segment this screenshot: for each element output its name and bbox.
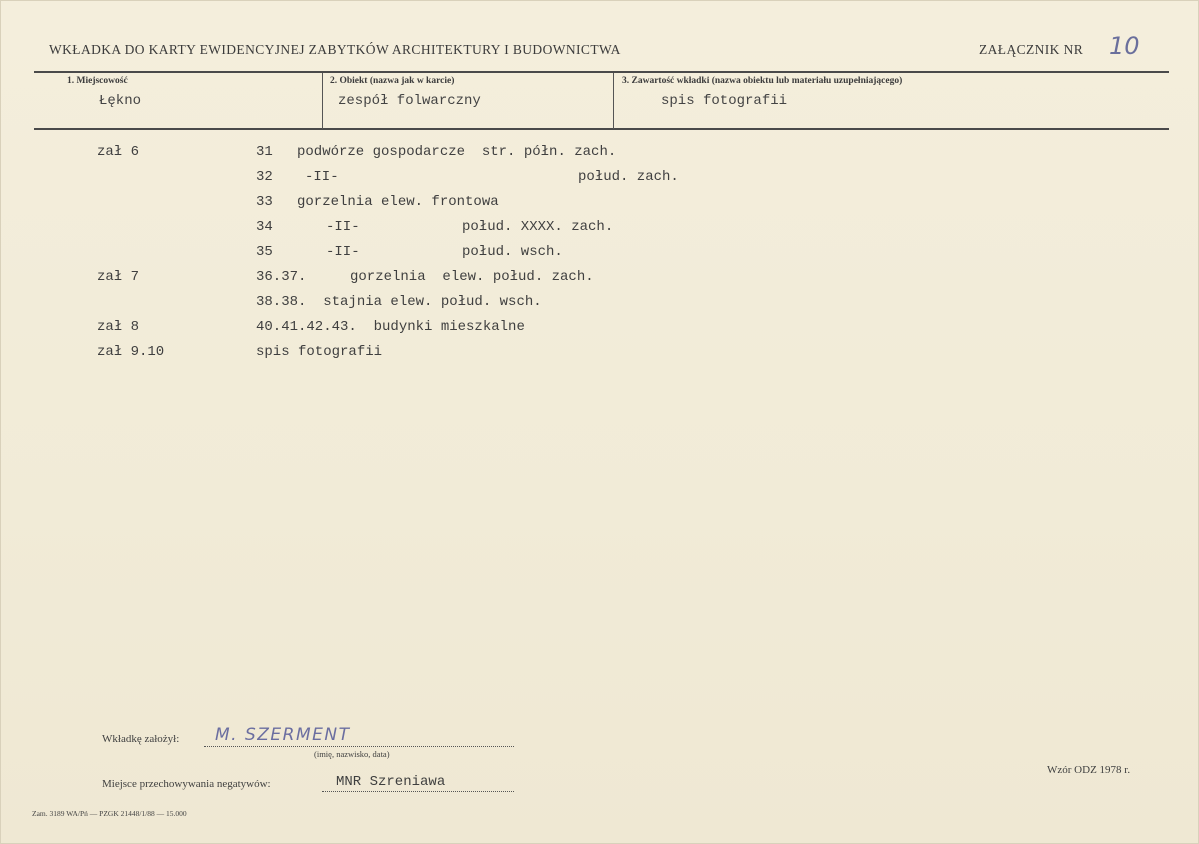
- founder-signature: M. SZERMENT: [215, 725, 351, 745]
- photo-number-31: 31: [256, 144, 273, 160]
- locality-value: Łękno: [99, 93, 142, 109]
- ditto-mark-32: -II-: [305, 169, 339, 185]
- annex-label: ZAŁĄCZNIK NR: [979, 42, 1084, 57]
- ditto-mark-34: -II-: [326, 219, 360, 235]
- annex-ref-8: zał 8: [97, 319, 140, 335]
- contents-value: spis fotografii: [661, 93, 788, 109]
- photo-list-ref: spis fotografii: [256, 344, 383, 360]
- photo-number-32: 32: [256, 169, 273, 185]
- founder-line: [204, 746, 514, 747]
- object-label: 2. Obiekt (nazwa jak w karcie): [330, 76, 455, 86]
- negatives-line: [322, 791, 514, 792]
- column-separator-2: [613, 73, 614, 129]
- card-title: WKŁADKA DO KARTY EWIDENCYJNEJ ZABYTKÓW ARCHITEKTURY I BUDOWNICTWA: [49, 42, 621, 57]
- locality-label: 1. Miejscowość: [67, 76, 128, 86]
- photo-number-33: 33: [256, 194, 273, 210]
- photo-number-35: 35: [256, 244, 273, 260]
- photo-dir-35: połud. wsch.: [462, 244, 563, 260]
- negatives-label: Miejsce przechowywania negatywów:: [102, 778, 271, 790]
- photo-dir-34: połud. XXXX. zach.: [462, 219, 614, 235]
- photo-desc-36-37: gorzelnia elew. połud. zach.: [350, 269, 594, 285]
- photo-desc-33: gorzelnia elew. frontowa: [297, 194, 499, 210]
- header-bottom-rule: [34, 128, 1169, 130]
- header-top-rule: [34, 71, 1169, 73]
- column-separator-1: [322, 73, 323, 129]
- model-label: Wzór ODZ 1978 r.: [1047, 764, 1131, 776]
- ditto-mark-35: -II-: [326, 244, 360, 260]
- print-info: Zam. 3189 WA/Pń — PZGK 21448/1/88 — 15.000: [32, 809, 187, 818]
- photo-number-34: 34: [256, 219, 273, 235]
- founder-caption: (imię, nazwisko, data): [314, 749, 390, 759]
- photo-number-36-37: 36.37.: [256, 269, 307, 285]
- negatives-value: MNR Szreniawa: [336, 774, 446, 790]
- photo-dir-32: połud. zach.: [578, 169, 679, 185]
- contents-label: 3. Zawartość wkładki (nazwa obiektu lub materiału uzupełniającego): [622, 76, 903, 86]
- annex-ref-6: zał 6: [97, 144, 140, 160]
- annex-number: 10: [1109, 32, 1140, 60]
- photo-desc-31: podwórze gospodarcze str. półn. zach.: [297, 144, 617, 160]
- photo-row-38: 38.38. stajnia elew. połud. wsch.: [256, 294, 542, 310]
- photo-row-40-43: 40.41.42.43. budynki mieszkalne: [256, 319, 525, 335]
- annex-ref-9-10: zał 9.10: [97, 344, 165, 360]
- object-value: zespół folwarczny: [338, 93, 481, 109]
- annex-ref-7: zał 7: [97, 269, 140, 285]
- founder-label: Wkładkę założył:: [102, 733, 180, 745]
